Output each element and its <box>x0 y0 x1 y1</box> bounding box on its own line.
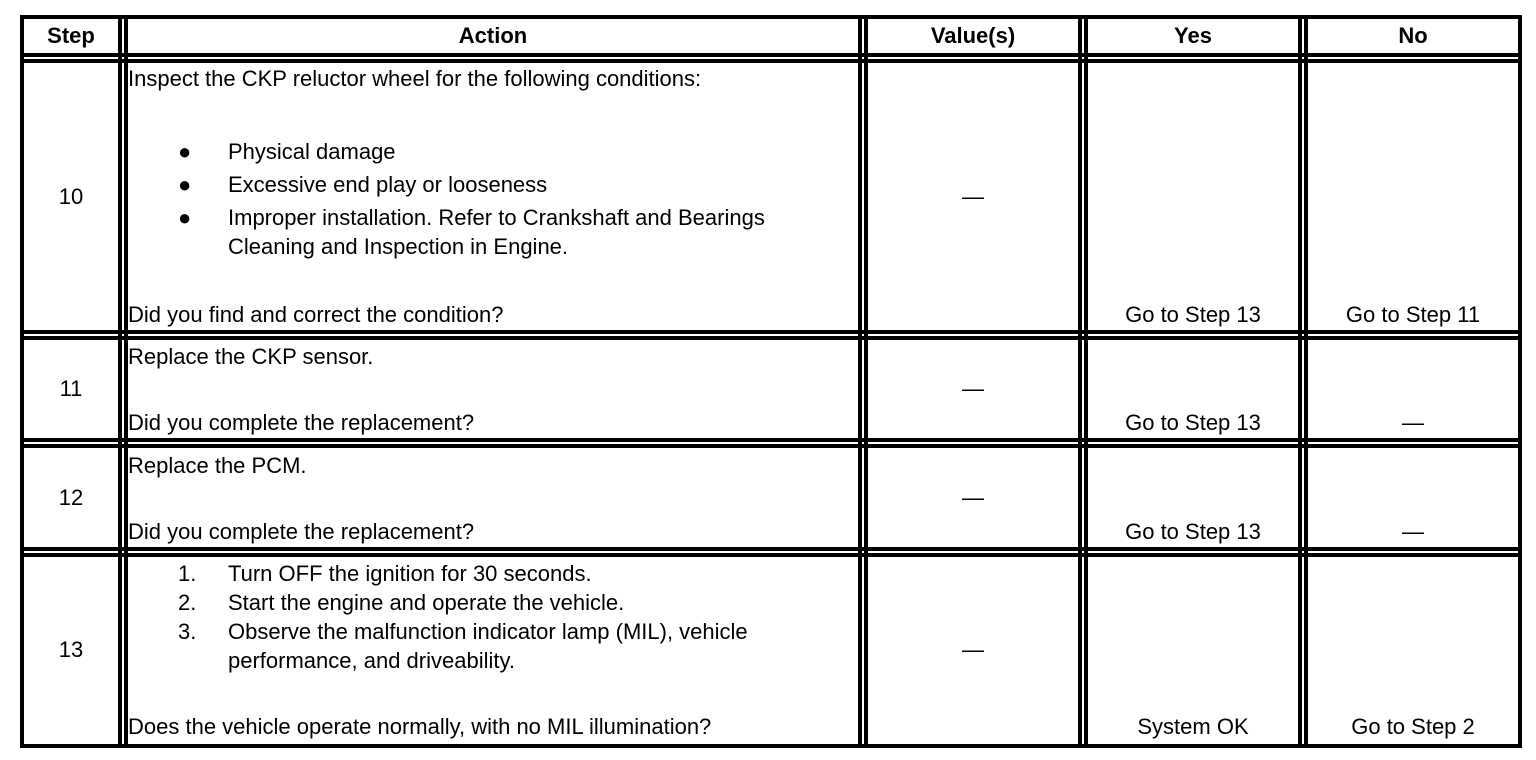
col-divider <box>1298 15 1302 748</box>
yes-cell: Go to Step 13 <box>1125 410 1261 435</box>
col-divider <box>1078 15 1082 748</box>
yes-cell: System OK <box>1137 714 1249 739</box>
header-yes: Yes <box>1174 23 1212 48</box>
action-question: Did you find and correct the condition? <box>128 302 504 327</box>
condition-list <box>128 137 853 261</box>
row-divider <box>20 59 1522 63</box>
header-action: Action <box>458 23 528 48</box>
header-no: No <box>1398 23 1428 48</box>
yes-cell: Go to Step 13 <box>1125 302 1261 327</box>
no-cell: — <box>1402 519 1424 544</box>
row-divider <box>20 547 1522 551</box>
list-item: ● Physical damage <box>178 139 396 164</box>
col-divider <box>1084 15 1088 748</box>
list-item: ● Improper installation. Refer to Crankshaft and Bearings Cleaning and Inspection in Engine. <box>178 205 765 259</box>
action-intro: Replace the PCM. <box>128 453 307 478</box>
row-divider <box>20 553 1522 557</box>
header-step: Step <box>47 23 95 48</box>
list-item: 2. Start the engine and operate the vehicle. <box>178 590 625 615</box>
row-divider <box>20 336 1522 340</box>
no-cell: — <box>1402 410 1424 435</box>
row-divider <box>20 444 1522 448</box>
value-cell: — <box>962 485 984 510</box>
col-divider <box>1304 15 1308 748</box>
value-cell: — <box>962 637 984 662</box>
no-cell: Go to Step 11 <box>1345 302 1481 327</box>
value-cell: — <box>962 376 984 401</box>
header-values: Value(s) <box>930 23 1016 48</box>
action-question: Did you complete the replacement? <box>128 410 475 435</box>
step-number: 10 <box>58 184 84 209</box>
list-item: 1. Turn OFF the ignition for 30 seconds. <box>178 561 592 586</box>
yes-cell: Go to Step 13 <box>1125 519 1261 544</box>
step-number: 13 <box>58 637 84 662</box>
action-intro: Inspect the CKP reluctor wheel for the following conditions: <box>128 66 702 91</box>
row-divider <box>20 330 1522 334</box>
row-divider <box>20 53 1522 57</box>
list-item: 3. Observe the malfunction indicator lamp (MIL), vehicle performance, and driveability. <box>178 619 748 673</box>
value-cell: — <box>962 184 984 209</box>
bullet-icon: ● <box>178 139 192 164</box>
action-question: Did you complete the replacement? <box>128 519 475 544</box>
step-number: 12 <box>58 485 84 510</box>
action-intro: Replace the CKP sensor. <box>128 344 374 369</box>
step-number: 11 <box>59 376 83 401</box>
col-divider <box>858 15 862 748</box>
list-item: ● Excessive end play or looseness <box>178 172 548 197</box>
no-cell: Go to Step 2 <box>1351 714 1475 739</box>
action-question: Does the vehicle operate normally, with no MIL illumination? <box>128 714 712 739</box>
col-divider <box>118 15 122 748</box>
bullet-icon: ● <box>178 205 192 230</box>
diagnostic-table <box>20 15 1522 748</box>
bullet-icon: ● <box>178 172 192 197</box>
row-divider <box>20 438 1522 442</box>
procedure-list <box>128 559 853 675</box>
